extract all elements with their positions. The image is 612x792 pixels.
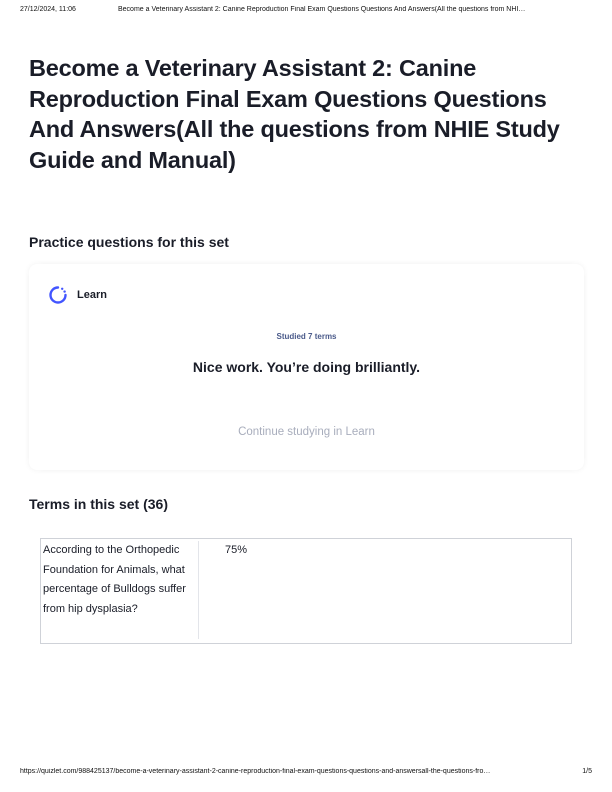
learn-icon xyxy=(48,285,68,305)
practice-card xyxy=(29,264,584,470)
terms-table xyxy=(40,538,572,644)
terms-heading: Terms in this set (36) xyxy=(29,496,169,512)
learn-label: Learn xyxy=(77,289,107,301)
learn-mode-link[interactable] xyxy=(48,284,107,306)
continue-learn-button[interactable]: Continue studying in Learn xyxy=(238,426,375,438)
print-header xyxy=(20,6,592,18)
print-doc-title: Become a Veterinary Assistant 2: Canine Reproduction Final Exam Questions Questions And Answers(All the questions from NHI… xyxy=(118,6,526,13)
progress-message: Nice work. You’re doing brilliantly. xyxy=(192,359,421,375)
term-question: According to the Orthopedic Foundation for Animals, what percentage of Bulldogs suffer from hip dysplasia? xyxy=(43,541,199,639)
studied-count: Studied 7 terms xyxy=(276,332,337,341)
print-footer xyxy=(20,768,592,778)
page-number: 1/5 xyxy=(582,768,592,775)
term-answer: 75% xyxy=(225,544,248,556)
print-date: 27/12/2024, 11:06 xyxy=(20,6,76,13)
practice-heading: Practice questions for this set xyxy=(29,234,229,250)
print-url: https://quizlet.com/988425137/become-a-veterinary-assistant-2-canine-reproduction-final-exam-questions-questions-and-answersall-the-questions-fro… xyxy=(20,768,491,775)
page-title: Become a Veterinary Assistant 2: Canine Reproduction Final Exam Questions Questions And Answers(All the questions from NHIE Study Guide and Manual) xyxy=(29,55,560,173)
